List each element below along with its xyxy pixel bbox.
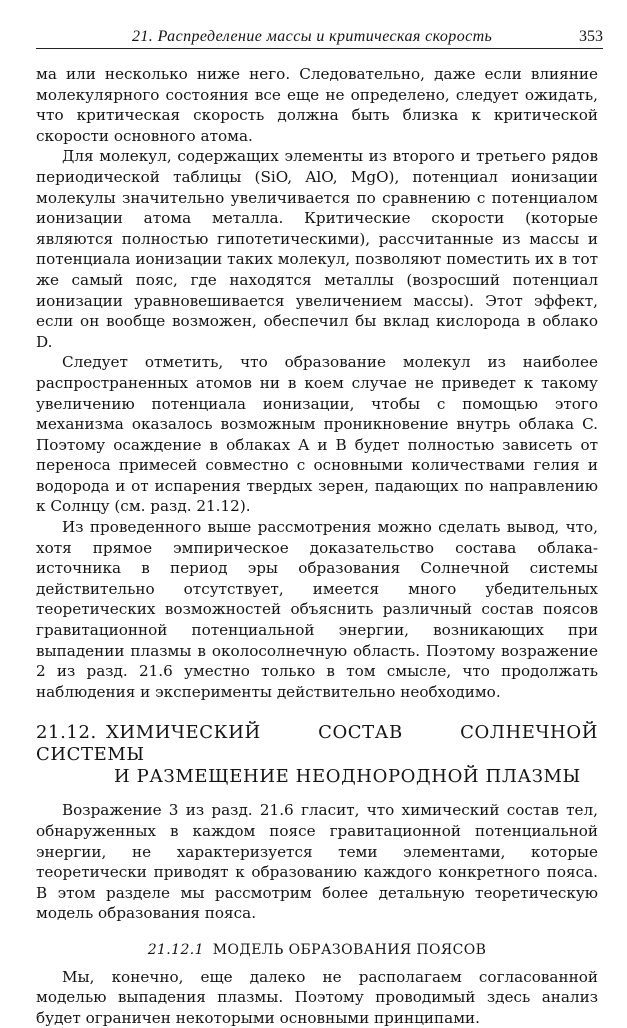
section-heading [36,722,598,788]
subsection-number: 21.12.1 [147,941,204,958]
section-title-line2: И РАЗМЕЩЕНИЕ НЕОДНОРОДНОЙ ПЛАЗМЫ [114,766,581,788]
paragraph-conclusion: Из проведенного выше рассмотрения можно сделать вывод, что, хотя прямое эмпирическое доказательство состава облака-источника в период эры образования Солнечной системы действительно отсутствует, имеется много убедительных теоретических возможностей объяснить различный состав поясов гравитационной потенциальной энергии, возникающих при выпадении плазмы в околосолнечную область. Поэтому возражение 2 из разд. 21.6 уместно только в том смысле, что продолжать наблюдения и эксперименты действительно необходимо. [36,518,598,701]
paragraph-continuation: ма или несколько ниже него. Следовательно, даже если влияние молекулярного состояния все еще не определено, следует ожидать, что критическая скорость должна быть близка к критической скорости основного атома. [36,65,598,145]
body-text [36,64,598,1028]
section-number: 21.12. [36,722,97,744]
running-header [36,26,603,49]
section-paragraph: Возражение 3 из разд. 21.6 гласит, что химический состав тел, обнаруженных в каждом поясе гравитационной потенциальной энергии, не характеризуется теми элементами, которые теоретически приводят к образованию каждого конкретного пояса. В этом разделе мы рассмотрим более детальную теоретическую модель образования пояса. [36,801,598,923]
section-title-line1: ХИМИЧЕСКИЙ СОСТАВ СОЛНЕЧНОЙ СИСТЕМЫ [36,722,598,766]
page-number: 353 [579,28,603,45]
subsection-paragraph: Мы, конечно, еще далеко не располагаем согласованной моделью выпадения плазмы. Поэтому проводимый здесь анализ будет ограничен некоторыми основными принципами. [36,967,598,1027]
subsection-title: МОДЕЛЬ ОБРАЗОВАНИЯ ПОЯСОВ [212,941,487,958]
subsection-heading [36,940,598,961]
running-title: 21. Распределение массы и критическая скорость [132,28,493,45]
paragraph-cloud-deposition: Следует отметить, что образование молекул из наиболее распространенных атомов ни в коем случае не приведет к такому увеличению потенциала ионизации, чтобы с помощью этого механизма оказалось возможным проникновение внутрь облака C. Поэтому осаждение в облаках A и B будет полностью зависеть от переноса примесей совместно с основными количествами гелия и водорода и от испарения твердых зерен, падающих по направлению к Солнцу (см. разд. 21.12). [36,353,598,516]
paragraph-molecules-ionization: Для молекул, содержащих элементы из второго и третьего рядов периодической таблицы (SiO, AlO, MgO), потенциал ионизации молекулы значительно увеличивается по сравнению с потенциалом ионизации атома металла. Критические скорости (которые являются полностью гипотетическими), рассчитанные из массы и потенциала ионизации таких молекул, позволяют поместить их в тот же самый пояс, где находятся металлы (возросший потенциал ионизации уравновешивается увеличением массы). Этот эффект, если он вообще возможен, обеспечил бы вклад кислорода в облако D. [36,147,598,351]
